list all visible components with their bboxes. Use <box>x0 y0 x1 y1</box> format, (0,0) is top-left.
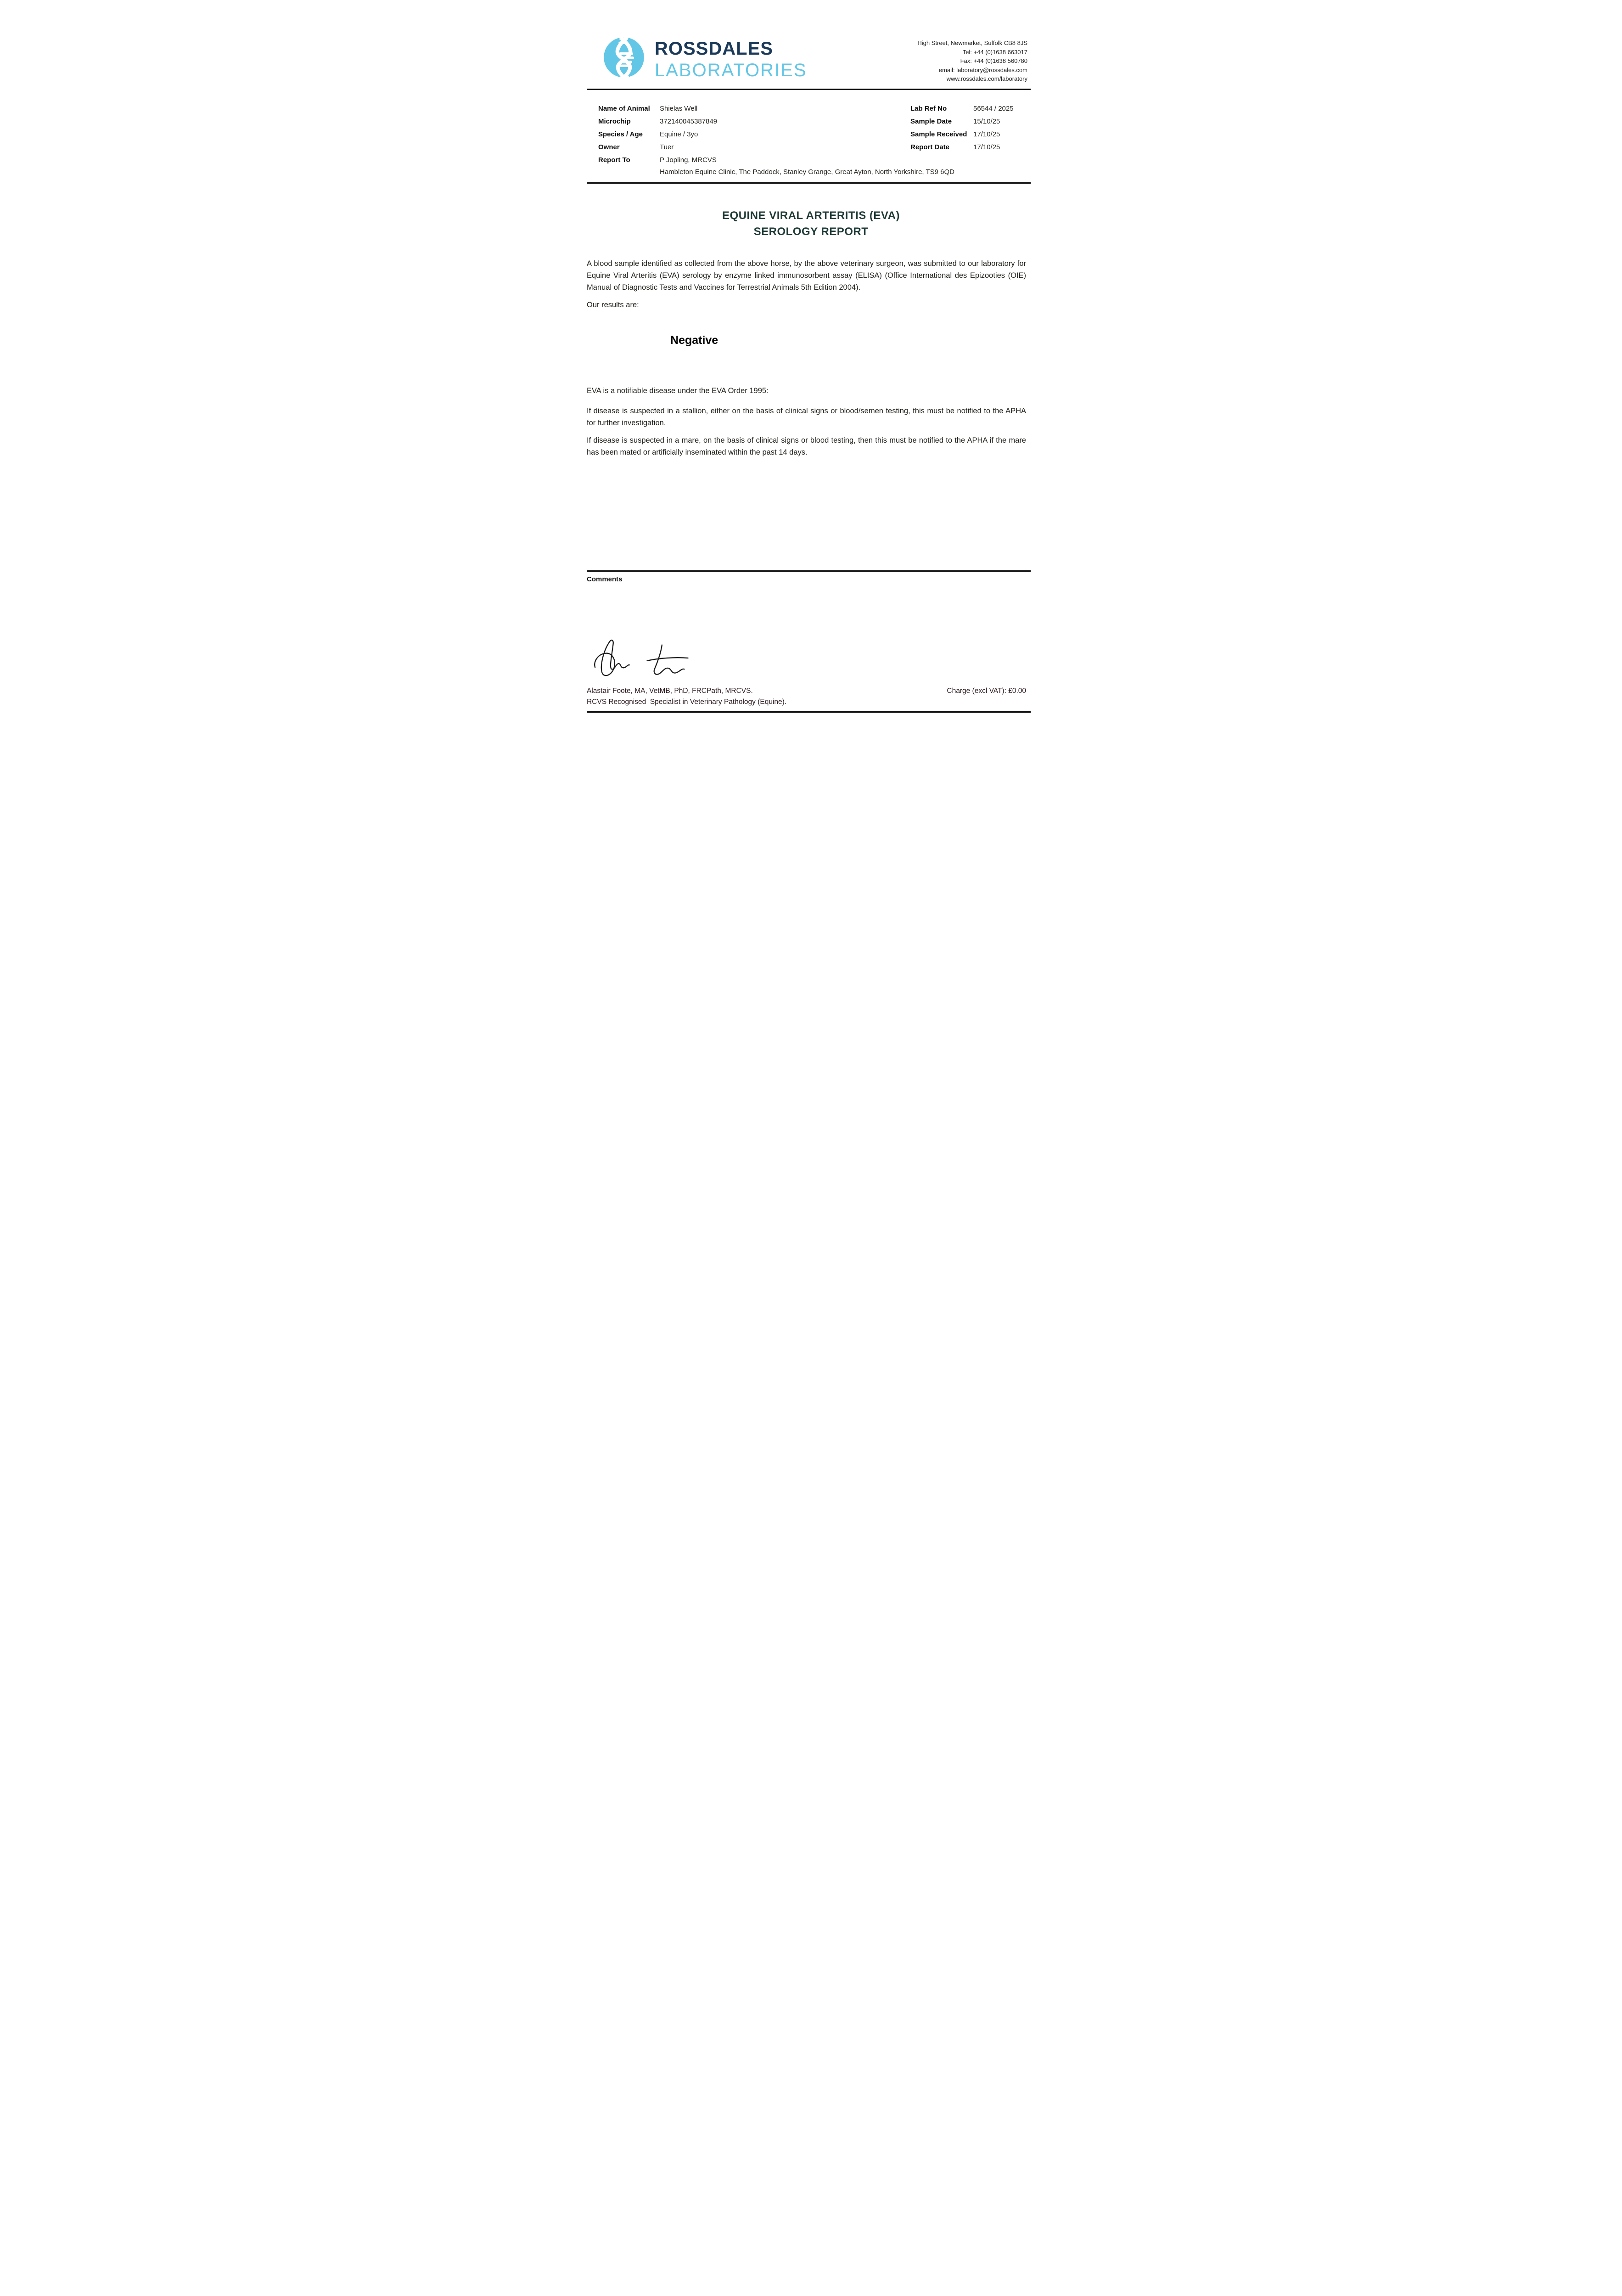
contact-fax: Fax: +44 (0)1638 560780 <box>960 57 1027 64</box>
contact-tel: Tel: +44 (0)1638 663017 <box>962 48 1027 56</box>
header-divider <box>587 89 1031 90</box>
stallion-note: If disease is suspected in a stallion, either on the basis of clinical signs or blood/semen testing, this must be notified to the APHA for further investigation. <box>587 407 1026 427</box>
comments-heading: Comments <box>587 575 623 583</box>
detail-label: Report Date <box>910 143 950 151</box>
contact-website: www.rossdales.com/laboratory <box>946 75 1027 82</box>
notifiable-note: EVA is a notifiable disease under the EVA Order 1995: <box>587 387 769 395</box>
signatory-title: RCVS Recognised Specialist in Veterinary Pathology (Equine). <box>587 698 787 706</box>
lab-report-page <box>551 0 1071 736</box>
contact-email: email: laboratory@rossdales.com <box>938 66 1027 73</box>
signatory-name: Alastair Foote, MA, VetMB, PhD, FRCPath, MRCVS. <box>587 687 753 695</box>
lab-contact-block <box>917 39 1027 84</box>
logo-wordmark <box>655 39 807 79</box>
detail-label: Microchip <box>598 118 631 125</box>
detail-value: 15/10/25 <box>973 118 1000 125</box>
detail-value: 17/10/25 <box>973 143 1000 151</box>
intro-paragraph: A blood sample identified as collected from the above horse, by the above veterinary surgeon, was submitted to our laboratory for Equine Viral Arteritis (EVA) serology by enzyme linked immunosorbent assay (ELISA) (Office International des Epizooties (OIE) Manual of Diagnostic Tests and Vaccines for Terrestrial Animals 5th Edition 2004). <box>587 259 1026 292</box>
results-intro: Our results are: <box>587 301 639 309</box>
contact-address: High Street, Newmarket, Suffolk CB8 8JS <box>917 39 1027 46</box>
detail-label: Sample Received <box>910 130 967 138</box>
report-title-line1: EQUINE VIRAL ARTERITIS (EVA) <box>722 209 900 222</box>
footer-divider <box>587 711 1031 713</box>
dna-helix-circle-icon <box>603 34 645 84</box>
detail-value: Equine / 3yo <box>660 130 698 138</box>
comments-divider <box>587 570 1031 572</box>
detail-value: Tuer <box>660 143 674 151</box>
charge-value: Charge (excl VAT): £0.00 <box>947 687 1026 695</box>
detail-value: 56544 / 2025 <box>973 105 1014 113</box>
detail-value: 17/10/25 <box>973 130 1000 138</box>
mare-note: If disease is suspected in a mare, on the basis of clinical signs or blood testing, then this must be notified to the APHA if the mare has been mated or artificially inseminated within the past 14 days. <box>587 436 1026 456</box>
signoff-row <box>587 687 1026 695</box>
detail-label: Sample Date <box>910 118 952 125</box>
report-title <box>551 208 1071 240</box>
detail-value: Shielas Well <box>660 105 698 113</box>
logo-line-laboratories: LABORATORIES <box>655 60 807 80</box>
detail-label: Species / Age <box>598 130 643 138</box>
report-title-line2: SEROLOGY REPORT <box>753 225 869 238</box>
result-value: Negative <box>670 334 718 347</box>
detail-label: Name of Animal <box>598 105 650 113</box>
detail-value: P Jopling, MRCVS <box>660 156 717 164</box>
details-divider <box>587 182 1031 184</box>
detail-label: Owner <box>598 143 620 151</box>
logo-line-rossdales: ROSSDALES <box>655 39 773 59</box>
detail-label: Report To <box>598 156 630 164</box>
detail-value: 372140045387849 <box>660 118 718 125</box>
detail-label: Lab Ref No <box>910 105 947 113</box>
report-to-address: Hambleton Equine Clinic, The Paddock, Stanley Grange, Great Ayton, North Yorkshire, TS9 6QD <box>660 168 955 176</box>
signature-image <box>591 638 705 685</box>
